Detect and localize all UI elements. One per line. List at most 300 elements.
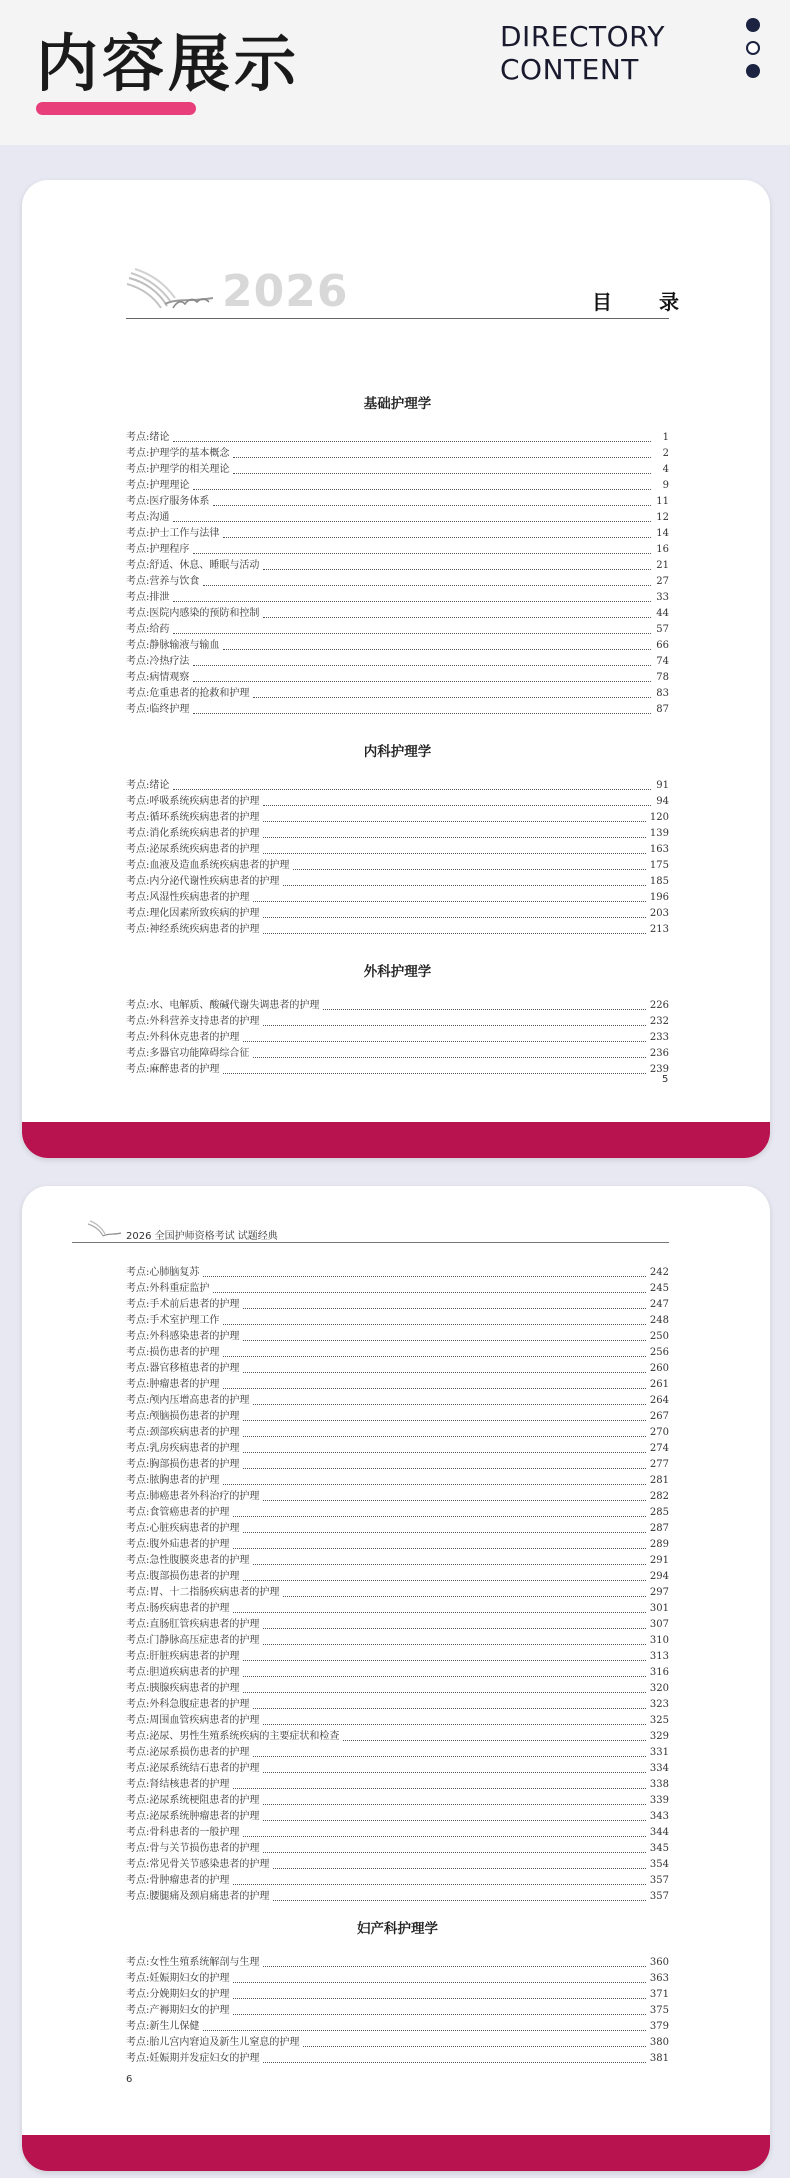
toc-entry	[126, 1030, 669, 1046]
toc-leader-dots	[193, 553, 651, 554]
toc-entry-label: 考点:乳房疾病患者的护理	[126, 1443, 240, 1454]
toc-leader-dots	[253, 1708, 646, 1709]
toc-entry-label: 考点:病情观察	[126, 672, 190, 683]
title-accent-bar	[36, 102, 196, 115]
toc-leader-dots	[173, 633, 651, 634]
toc-entry-page: 371	[649, 1989, 669, 2000]
toc-leader-dots	[253, 697, 651, 698]
toc-entry-page: 213	[649, 924, 669, 935]
toc-entry-page: 316	[649, 1667, 669, 1678]
toc-entry-page: 325	[649, 1715, 669, 1726]
toc-entry-page: 357	[649, 1891, 669, 1902]
toc-entry-label: 考点:周围血管疾病患者的护理	[126, 1715, 260, 1726]
page-footer-band	[22, 2135, 770, 2171]
toc-entry-label: 考点:骨与关节损伤患者的护理	[126, 1843, 260, 1854]
toc-entry-page: 185	[649, 876, 669, 887]
page-number: 6	[126, 2074, 133, 2085]
toc-entry	[126, 2035, 669, 2051]
toc-leader-dots	[233, 2014, 646, 2015]
toc-entry	[126, 1553, 669, 1569]
toc-entry-page: 339	[649, 1795, 669, 1806]
toc-leader-dots	[263, 853, 646, 854]
toc-entry	[126, 1457, 669, 1473]
toc-entry-label: 考点:护士工作与法律	[126, 528, 220, 539]
toc-entry	[126, 622, 669, 638]
toc-entry-label: 考点:排泄	[126, 592, 170, 603]
toc-entry-page: 360	[649, 1957, 669, 1968]
toc-entry-label: 考点:泌尿系损伤患者的护理	[126, 1747, 250, 1758]
section-title: 外科护理学	[363, 964, 432, 980]
toc-entry	[126, 654, 669, 670]
toc-leader-dots	[243, 1532, 646, 1533]
toc-entry	[126, 2051, 669, 2067]
toc-leader-dots	[263, 1628, 646, 1629]
toc-entry-page: 380	[649, 2037, 669, 2048]
toc-entry	[126, 890, 669, 906]
toc-leader-dots	[263, 1852, 646, 1853]
toc-entry	[126, 1649, 669, 1665]
toc-leader-dots	[173, 601, 651, 602]
toc-entry-label: 考点:骨肿瘤患者的护理	[126, 1875, 230, 1886]
brand-logo-icon	[86, 1220, 122, 1240]
toc-entry-label: 考点:妊娠期妇女的护理	[126, 1973, 230, 1984]
toc-entry-label: 考点:外科急腹症患者的护理	[126, 1699, 250, 1710]
toc-entry-label: 考点:腹部损伤患者的护理	[126, 1571, 240, 1582]
toc-entry	[126, 1809, 669, 1825]
toc-entry-page: 291	[649, 1555, 669, 1566]
toc-entry-page: 344	[649, 1827, 669, 1838]
toc-leader-dots	[263, 805, 651, 806]
toc-entry-label: 考点:医疗服务体系	[126, 496, 210, 507]
pager-dot	[746, 18, 760, 32]
toc-entry-label: 考点:内分泌代谢性疾病患者的护理	[126, 876, 280, 887]
toc-entry-page: 2	[662, 448, 669, 459]
toc-leader-dots	[263, 1966, 646, 1967]
pager-dots	[746, 18, 760, 87]
toc-entry-label: 考点:给药	[126, 624, 170, 635]
toc-entry-label: 考点:护理程序	[126, 544, 190, 555]
toc-entry-label: 考点:器官移植患者的护理	[126, 1363, 240, 1374]
toc-entry	[126, 778, 669, 794]
toc-entry-label: 考点:外科营养支持患者的护理	[126, 1016, 260, 1027]
toc-leader-dots	[253, 1756, 646, 1757]
toc-entry-page: 247	[649, 1299, 669, 1310]
toc-entry-label: 考点:胸部损伤患者的护理	[126, 1459, 240, 1470]
toc-entry-page: 381	[649, 2053, 669, 2064]
toc-entry-label: 考点:直肠肛管疾病患者的护理	[126, 1619, 260, 1630]
toc-entry-label: 考点:风湿性疾病患者的护理	[126, 892, 250, 903]
toc-leader-dots	[263, 837, 646, 838]
toc-list	[126, 392, 669, 1078]
toc-entry-label: 考点:临终护理	[126, 704, 190, 715]
toc-entry-label: 考点:妊娠期并发症妇女的护理	[126, 2053, 260, 2064]
toc-entry-label: 考点:心脏疾病患者的护理	[126, 1523, 240, 1534]
toc-entry-label: 考点:泌尿系统结石患者的护理	[126, 1763, 260, 1774]
toc-entry-page: 310	[649, 1635, 669, 1646]
toc-leader-dots	[243, 1660, 646, 1661]
toc-leader-dots	[263, 569, 651, 570]
toc-entry-page: 203	[649, 908, 669, 919]
toc-entry	[126, 906, 669, 922]
toc-leader-dots	[223, 1388, 646, 1389]
toc-leader-dots	[263, 1804, 646, 1805]
header-banner	[0, 0, 790, 145]
toc-leader-dots	[243, 1836, 646, 1837]
header-rule	[72, 1242, 669, 1243]
pager-dot	[746, 64, 760, 78]
toc-entry-label: 考点:外科休克患者的护理	[126, 1032, 240, 1043]
toc-entry	[126, 874, 669, 890]
toc-entry	[126, 1489, 669, 1505]
toc-leader-dots	[223, 1484, 646, 1485]
toc-entry-label: 考点:危重患者的抢救和护理	[126, 688, 250, 699]
toc-leader-dots	[173, 789, 651, 790]
toc-entry-page: 1	[662, 432, 669, 443]
toc-entry-label: 考点:神经系统疾病患者的护理	[126, 924, 260, 935]
toc-entry-page: 239	[649, 1064, 669, 1075]
toc-entry	[126, 542, 669, 558]
toc-leader-dots	[263, 1724, 646, 1725]
toc-entry	[126, 1521, 669, 1537]
toc-leader-dots	[263, 2062, 646, 2063]
section-title: 妇产科护理学	[357, 1921, 438, 1937]
toc-entry	[126, 1955, 669, 1971]
toc-entry-page: 363	[649, 1973, 669, 1984]
toc-leader-dots	[263, 1025, 646, 1026]
toc-entry	[126, 1441, 669, 1457]
toc-entry-label: 考点:颅内压增高患者的护理	[126, 1395, 250, 1406]
toc-entry-label: 考点:胎儿宫内窘迫及新生儿窒息的护理	[126, 2037, 300, 2048]
toc-entry	[126, 1569, 669, 1585]
toc-entry-page: 12	[656, 512, 669, 523]
toc-entry-label: 考点:护理理论	[126, 480, 190, 491]
toc-leader-dots	[283, 885, 646, 886]
toc-leader-dots	[243, 1372, 646, 1373]
toc-entry-page: 264	[649, 1395, 669, 1406]
toc-leader-dots	[253, 1057, 646, 1058]
toc-leader-dots	[303, 2046, 646, 2047]
toc-entry	[126, 794, 669, 810]
toc-leader-dots	[223, 1073, 646, 1074]
toc-entry-page: 320	[649, 1683, 669, 1694]
toc-entry-label: 考点:多器官功能障碍综合征	[126, 1048, 250, 1059]
toc-leader-dots	[233, 1516, 646, 1517]
toc-entry-page: 27	[656, 576, 669, 587]
toc-entry-label: 考点:分娩期妇女的护理	[126, 1989, 230, 2000]
toc-leader-dots	[213, 1292, 646, 1293]
toc-entry	[126, 1617, 669, 1633]
toc-entry-page: 236	[649, 1048, 669, 1059]
toc-entry-page: 256	[649, 1347, 669, 1358]
toc-leader-dots	[273, 1868, 646, 1869]
toc-entry	[126, 1393, 669, 1409]
page-title: 内容展示	[36, 27, 301, 100]
toc-leader-dots	[243, 1676, 646, 1677]
contents-heading: 目 录	[592, 290, 699, 314]
toc-entry	[126, 590, 669, 606]
toc-entry-label: 考点:外科感染患者的护理	[126, 1331, 240, 1342]
toc-entry-page: 139	[649, 828, 669, 839]
toc-leader-dots	[263, 917, 646, 918]
toc-entry	[126, 1857, 669, 1873]
toc-entry	[126, 1889, 669, 1905]
toc-leader-dots	[193, 713, 651, 714]
toc-entry-page: 354	[649, 1859, 669, 1870]
toc-leader-dots	[263, 1772, 646, 1773]
toc-entry-label: 考点:消化系统疾病患者的护理	[126, 828, 260, 839]
toc-leader-dots	[263, 933, 646, 934]
toc-leader-dots	[253, 1564, 646, 1565]
toc-entry-label: 考点:呼吸系统疾病患者的护理	[126, 796, 260, 807]
toc-entry-page: 248	[649, 1315, 669, 1326]
toc-leader-dots	[233, 1998, 646, 1999]
toc-leader-dots	[293, 869, 646, 870]
pager-dot	[746, 41, 760, 55]
toc-leader-dots	[243, 1340, 646, 1341]
toc-entry	[126, 2003, 669, 2019]
toc-entry-label: 考点:肝脏疾病患者的护理	[126, 1651, 240, 1662]
toc-leader-dots	[243, 1692, 646, 1693]
toc-leader-dots	[203, 2030, 646, 2031]
toc-list	[126, 1265, 669, 1905]
toc-entry	[126, 1713, 669, 1729]
toc-entry-page: 196	[649, 892, 669, 903]
toc-leader-dots	[193, 665, 651, 666]
toc-entry-label: 考点:绪论	[126, 780, 170, 791]
toc-entry-label: 考点:手术前后患者的护理	[126, 1299, 240, 1310]
toc-entry-label: 考点:泌尿系统肿瘤患者的护理	[126, 1811, 260, 1822]
toc-entry-page: 277	[649, 1459, 669, 1470]
toc-entry-label: 考点:胆道疾病患者的护理	[126, 1667, 240, 1678]
toc-entry-label: 考点:肺癌患者外科治疗的护理	[126, 1491, 260, 1502]
toc-entry	[126, 858, 669, 874]
toc-entry-page: 329	[649, 1731, 669, 1742]
toc-entry	[126, 1537, 669, 1553]
toc-entry-page: 232	[649, 1016, 669, 1027]
toc-entry	[126, 2019, 669, 2035]
toc-entry	[126, 638, 669, 654]
toc-leader-dots	[233, 1884, 646, 1885]
toc-entry-page: 250	[649, 1331, 669, 1342]
toc-entry-page: 261	[649, 1379, 669, 1390]
directory-label-line2: CONTENT	[500, 53, 639, 86]
toc-leader-dots	[213, 505, 651, 506]
toc-entry-label: 考点:沟通	[126, 512, 170, 523]
toc-leader-dots	[253, 901, 646, 902]
directory-label-line1: DIRECTORY	[500, 20, 665, 53]
toc-entry-page: 74	[656, 656, 669, 667]
brand-logo-icon	[125, 268, 215, 313]
toc-entry	[126, 526, 669, 542]
toc-entry	[126, 1841, 669, 1857]
toc-leader-dots	[223, 649, 651, 650]
toc-entry-label: 考点:急性腹膜炎患者的护理	[126, 1555, 250, 1566]
toc-entry-page: 21	[656, 560, 669, 571]
toc-entry-label: 考点:颅脑损伤患者的护理	[126, 1411, 240, 1422]
page-number: 5	[662, 1074, 669, 1085]
toc-entry	[126, 1825, 669, 1841]
toc-entry	[126, 1873, 669, 1889]
toc-leader-dots	[283, 1596, 646, 1597]
toc-entry	[126, 922, 669, 938]
toc-entry-page: 313	[649, 1651, 669, 1662]
toc-leader-dots	[263, 617, 651, 618]
toc-entry	[126, 510, 669, 526]
toc-entry-label: 考点:营养与饮食	[126, 576, 200, 587]
toc-entry-label: 考点:冷热疗法	[126, 656, 190, 667]
toc-entry-page: 175	[649, 860, 669, 871]
toc-entry-label: 考点:绪论	[126, 432, 170, 443]
toc-entry	[126, 1761, 669, 1777]
toc-entry-page: 11	[656, 496, 669, 507]
toc-entry-label: 考点:血液及造血系统疾病患者的护理	[126, 860, 290, 871]
toc-entry-page: 379	[649, 2021, 669, 2032]
toc-entry-page: 297	[649, 1587, 669, 1598]
header-rule	[126, 318, 669, 319]
toc-entry-page: 307	[649, 1619, 669, 1630]
toc-entry-page: 33	[656, 592, 669, 603]
toc-entry-label: 考点:水、电解质、酸碱代谢失调患者的护理	[126, 1000, 320, 1011]
toc-entry	[126, 430, 669, 446]
toc-entry-label: 考点:心肺脑复苏	[126, 1267, 200, 1278]
toc-entry-label: 考点:肿瘤患者的护理	[126, 1379, 220, 1390]
toc-entry	[126, 1014, 669, 1030]
toc-entry-page: 301	[649, 1603, 669, 1614]
toc-entry-label: 考点:胰腺疾病患者的护理	[126, 1683, 240, 1694]
toc-entry	[126, 494, 669, 510]
toc-entry-label: 考点:腹外疝患者的护理	[126, 1539, 230, 1550]
toc-entry-label: 考点:静脉输液与输血	[126, 640, 220, 651]
toc-entry	[126, 558, 669, 574]
toc-entry	[126, 1361, 669, 1377]
toc-leader-dots	[243, 1452, 646, 1453]
toc-entry	[126, 1633, 669, 1649]
toc-entry	[126, 1377, 669, 1393]
toc-leader-dots	[243, 1420, 646, 1421]
toc-entry	[126, 1585, 669, 1601]
toc-leader-dots	[233, 1788, 646, 1789]
toc-entry	[126, 1505, 669, 1521]
toc-entry	[126, 1425, 669, 1441]
page-footer-band	[22, 1122, 770, 1158]
toc-entry	[126, 686, 669, 702]
toc-leader-dots	[263, 1820, 646, 1821]
toc-entry-page: 323	[649, 1699, 669, 1710]
toc-entry	[126, 826, 669, 842]
toc-leader-dots	[243, 1436, 646, 1437]
toc-entry	[126, 574, 669, 590]
toc-leader-dots	[233, 1982, 646, 1983]
toc-entry-page: 233	[649, 1032, 669, 1043]
toc-entry-label: 考点:舒适、休息、睡眠与活动	[126, 560, 260, 571]
toc-entry-page: 83	[656, 688, 669, 699]
toc-leader-dots	[193, 489, 651, 490]
toc-entry-page: 163	[649, 844, 669, 855]
toc-entry-page: 57	[656, 624, 669, 635]
toc-entry-page: 294	[649, 1571, 669, 1582]
toc-leader-dots	[243, 1041, 646, 1042]
toc-leader-dots	[173, 441, 651, 442]
toc-entry-label: 考点:泌尿、男性生殖系统疾病的主要症状和检查	[126, 1731, 340, 1742]
toc-entry-page: 345	[649, 1843, 669, 1854]
toc-entry-page: 343	[649, 1811, 669, 1822]
toc-entry-label: 考点:食管癌患者的护理	[126, 1507, 230, 1518]
section-title: 基础护理学	[363, 396, 432, 412]
toc-entry	[126, 1473, 669, 1489]
toc-entry	[126, 446, 669, 462]
toc-leader-dots	[233, 457, 651, 458]
toc-entry-label: 考点:损伤患者的护理	[126, 1347, 220, 1358]
toc-entry	[126, 462, 669, 478]
toc-entry-page: 44	[656, 608, 669, 619]
toc-leader-dots	[223, 1324, 646, 1325]
toc-entry-page: 226	[649, 1000, 669, 1011]
directory-label	[500, 20, 665, 86]
toc-entry-label: 考点:医院内感染的预防和控制	[126, 608, 260, 619]
section-title: 内科护理学	[363, 744, 432, 760]
toc-leader-dots	[253, 1404, 646, 1405]
toc-entry	[126, 810, 669, 826]
toc-entry	[126, 1345, 669, 1361]
toc-entry-page: 66	[656, 640, 669, 651]
toc-leader-dots	[343, 1740, 646, 1741]
toc-entry-label: 考点:泌尿系统疾病患者的护理	[126, 844, 260, 855]
toc-entry-page: 260	[649, 1363, 669, 1374]
running-head: 2026 全国护师资格考试 试题经典	[126, 1231, 278, 1242]
toc-leader-dots	[243, 1580, 646, 1581]
toc-entry-page: 4	[662, 464, 669, 475]
toc-entry	[126, 842, 669, 858]
toc-entry-page: 331	[649, 1747, 669, 1758]
toc-entry	[126, 1409, 669, 1425]
toc-leader-dots	[203, 1276, 646, 1277]
toc-leader-dots	[243, 1468, 646, 1469]
toc-leader-dots	[263, 1644, 646, 1645]
toc-entry	[126, 1297, 669, 1313]
toc-leader-dots	[233, 1548, 646, 1549]
toc-entry-page: 289	[649, 1539, 669, 1550]
toc-entry	[126, 1697, 669, 1713]
toc-entry-label: 考点:腰腿痛及颈肩痛患者的护理	[126, 1891, 270, 1902]
toc-leader-dots	[233, 473, 651, 474]
toc-entry-label: 考点:麻醉患者的护理	[126, 1064, 220, 1075]
toc-entry-page: 242	[649, 1267, 669, 1278]
toc-entry-label: 考点:女性生殖系统解剖与生理	[126, 1957, 260, 1968]
toc-leader-dots	[173, 521, 651, 522]
toc-entry-page: 282	[649, 1491, 669, 1502]
toc-entry-page: 287	[649, 1523, 669, 1534]
toc-entry-page: 281	[649, 1475, 669, 1486]
toc-entry-page: 375	[649, 2005, 669, 2016]
toc-entry	[126, 1729, 669, 1745]
toc-entry-page: 274	[649, 1443, 669, 1454]
toc-entry	[126, 1793, 669, 1809]
toc-entry-label: 考点:胃、十二指肠疾病患者的护理	[126, 1587, 280, 1598]
toc-entry-page: 14	[656, 528, 669, 539]
toc-entry	[126, 1281, 669, 1297]
toc-entry	[126, 998, 669, 1014]
toc-entry-page: 87	[656, 704, 669, 715]
toc-entry-page: 285	[649, 1507, 669, 1518]
toc-entry	[126, 702, 669, 718]
toc-leader-dots	[263, 1500, 646, 1501]
brand-year: 2026	[222, 266, 349, 317]
toc-entry-label: 考点:新生儿保健	[126, 2021, 200, 2032]
toc-entry	[126, 1062, 669, 1078]
toc-leader-dots	[233, 1612, 646, 1613]
toc-entry	[126, 670, 669, 686]
toc-entry-label: 考点:泌尿系统梗阻患者的护理	[126, 1795, 260, 1806]
